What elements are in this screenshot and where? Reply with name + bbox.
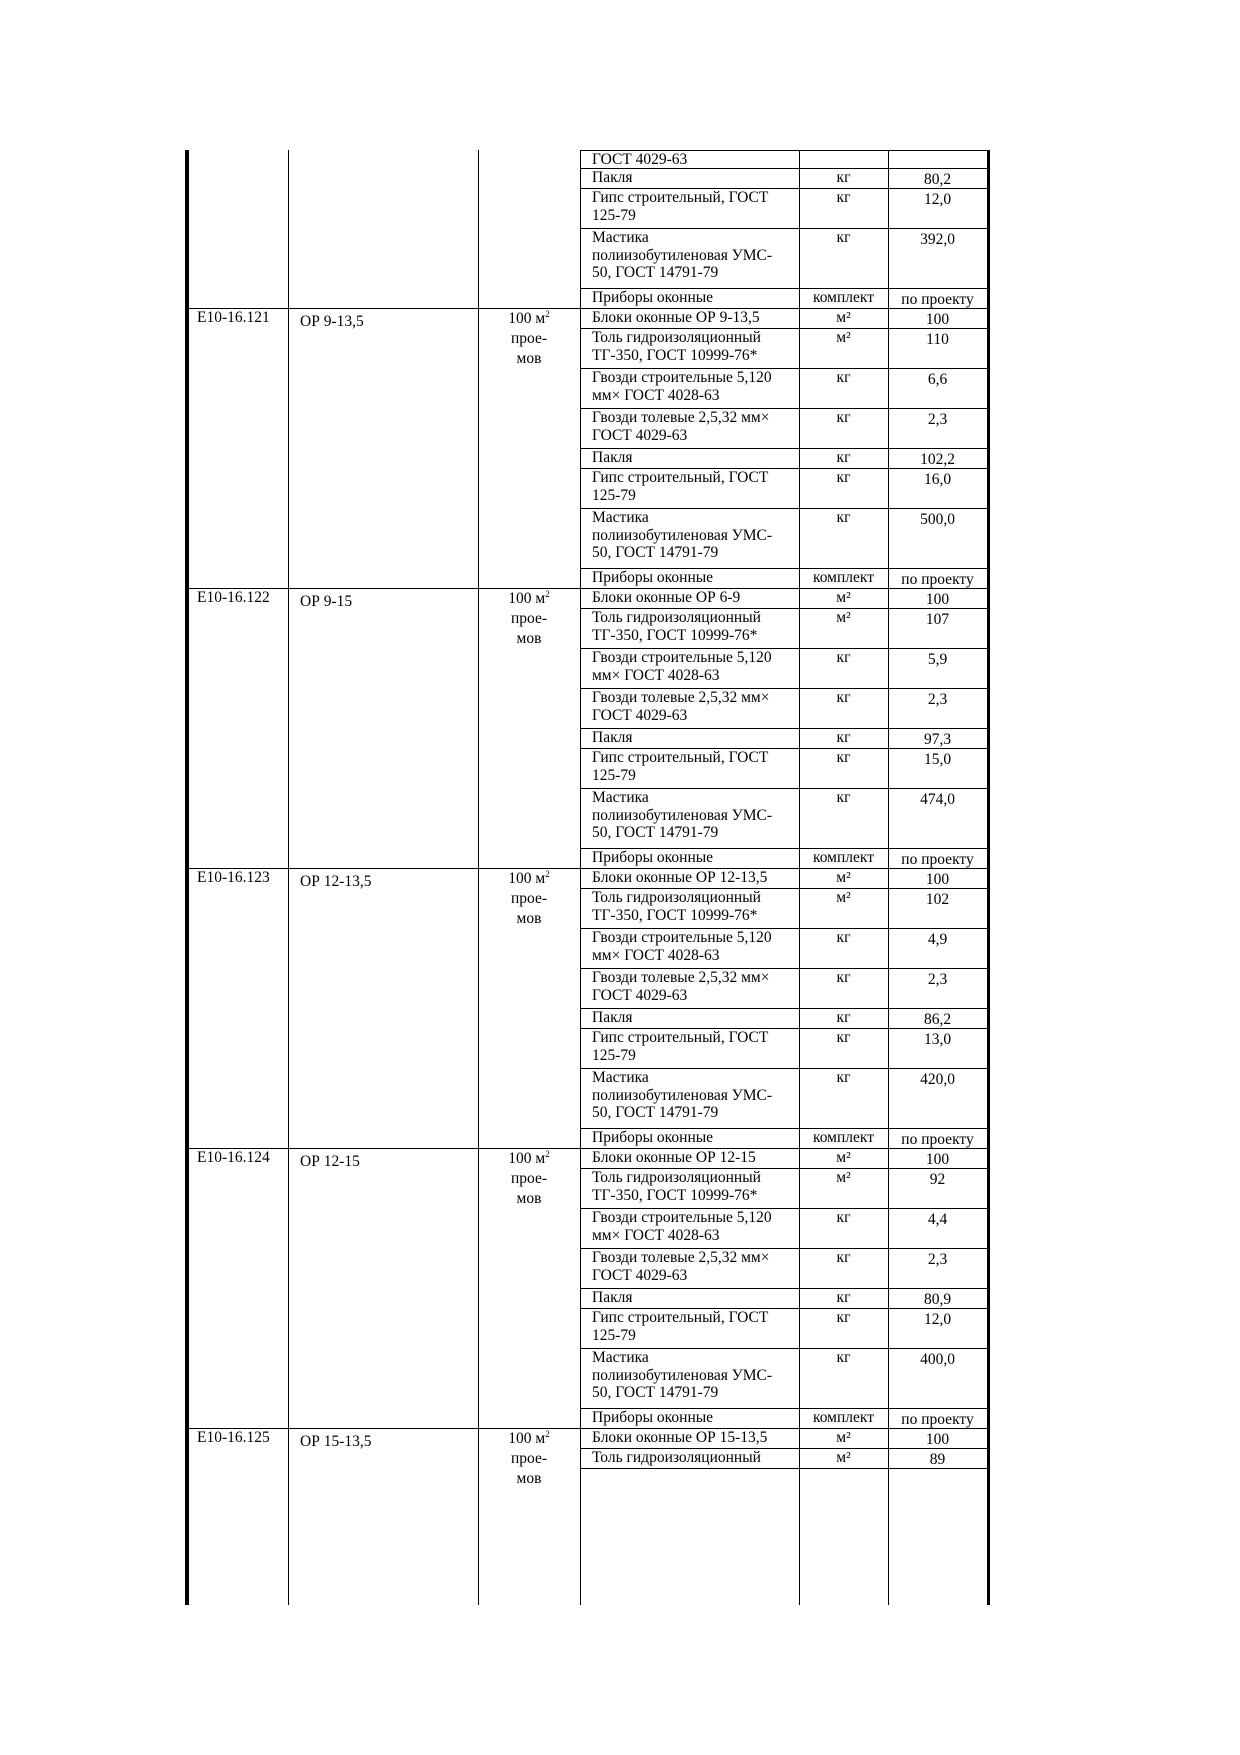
norm-unit-line1 (478, 309, 580, 329)
material-qty: 474,0 (920, 791, 955, 808)
material-qty: 2,3 (927, 691, 948, 708)
norm-unit-main: 100 м (508, 1430, 546, 1447)
norm-unit-main: 100 м (508, 590, 546, 607)
material-unit: комплект (812, 1129, 875, 1146)
norm-unit-sup: 2 (545, 868, 550, 879)
unit-base: м² (836, 1429, 851, 1446)
material-name: Мастика (592, 229, 649, 246)
material-name: Пакля (592, 1009, 633, 1026)
material-name: Гипс строительный, ГОСТ (592, 1029, 769, 1046)
norm-unit-line2: прое- (510, 610, 548, 627)
unit-base: м² (836, 869, 851, 886)
material-unit: кг (836, 649, 851, 666)
material-qty: 80,2 (923, 171, 952, 188)
material-unit (799, 869, 888, 888)
material-name: Приборы оконные (592, 1409, 714, 1426)
material-qty: 97,3 (923, 731, 952, 748)
material-unit: кг (836, 689, 851, 706)
material-qty: 4,4 (927, 1211, 948, 1228)
material-qty: 6,6 (927, 371, 948, 388)
norm-code: Е10-16.125 (197, 1429, 270, 1446)
norm-unit-line3: мов (516, 350, 542, 367)
material-unit: кг (836, 729, 851, 746)
norm-code: Е10-16.124 (197, 1149, 270, 1166)
material-qty: 5,9 (927, 651, 948, 668)
table-left-border (185, 150, 189, 1605)
material-qty: 2,3 (927, 1251, 948, 1268)
col-divider-code (288, 150, 289, 1605)
norms-table (185, 150, 1005, 1605)
norm-unit-line2: прое- (510, 890, 548, 907)
material-qty: 420,0 (920, 1071, 955, 1088)
material-name: Гипс строительный, ГОСТ (592, 189, 769, 206)
material-name: 125-79 (592, 766, 636, 784)
material-name: Гвозди толевые 2,5,32 мм× (592, 409, 770, 426)
table-right-border (987, 150, 990, 1605)
material-unit: кг (836, 509, 851, 526)
material-name: 50, ГОСТ 14791-79 (592, 1384, 719, 1401)
norm-title: ОР 12-15 (300, 1153, 360, 1170)
material-qty: 110 (926, 331, 949, 348)
material-name: Блоки оконные ОР 12-13,5 (592, 869, 768, 886)
norm-unit-main: 100 м (508, 870, 546, 887)
material-unit (799, 1169, 888, 1188)
material-qty: по проекту (901, 291, 974, 308)
norm-unit-sup: 2 (545, 308, 550, 319)
material-qty: 100 (925, 1431, 950, 1448)
material-qty: 2,3 (927, 411, 948, 428)
norm-title: ОР 15-13,5 (300, 1433, 372, 1450)
unit-base: м² (836, 609, 851, 626)
unit-base: м² (836, 1169, 851, 1186)
norm-unit-main: 100 м (508, 310, 546, 327)
material-name: ТГ-350, ГОСТ 10999-76* (592, 626, 758, 644)
material-unit: кг (836, 369, 851, 386)
material-name: Блоки оконные ОР 12-15 (592, 1149, 756, 1166)
material-qty: 100 (925, 871, 950, 888)
norm-unit-line2: прое- (510, 330, 548, 347)
material-unit (799, 1449, 888, 1468)
material-unit: кг (836, 1029, 851, 1046)
material-name: ГОСТ 4029-63 (592, 426, 688, 444)
norm-unit-main: 100 м (508, 1150, 546, 1167)
material-unit: комплект (812, 569, 875, 586)
norm-unit-sup: 2 (545, 1428, 550, 1439)
material-name: 125-79 (592, 1326, 636, 1344)
material-name: полиизобутиленовая УМС- (592, 1366, 772, 1384)
material-qty: 107 (925, 611, 950, 628)
material-name: ГОСТ 4029-63 (592, 1266, 688, 1284)
norm-unit-line1 (478, 1149, 580, 1169)
material-name: Гвозди толевые 2,5,32 мм× (592, 689, 770, 706)
material-qty: 100 (925, 1151, 950, 1168)
material-name: полиизобутиленовая УМС- (592, 526, 772, 544)
material-name: Мастика (592, 509, 649, 526)
material-name: Блоки оконные ОР 15-13,5 (592, 1429, 768, 1446)
material-unit: кг (836, 1209, 851, 1226)
material-qty: 2,3 (927, 971, 948, 988)
material-name: Мастика (592, 789, 649, 806)
material-name: Пакля (592, 729, 633, 746)
material-name: Приборы оконные (592, 289, 714, 306)
material-qty: 89 (929, 1451, 946, 1468)
material-name: Приборы оконные (592, 1129, 714, 1146)
norm-unit-line1 (478, 589, 580, 609)
material-unit (799, 589, 888, 608)
norm-unit-line3: мов (516, 1190, 542, 1207)
material-unit: комплект (812, 849, 875, 866)
material-name: Гвозди строительные 5,120 (592, 649, 772, 666)
norm-unit-sup: 2 (545, 1148, 550, 1159)
material-unit (799, 309, 888, 328)
material-unit: кг (836, 409, 851, 426)
material-name: ГОСТ 4029-63 (592, 706, 688, 724)
material-name: 50, ГОСТ 14791-79 (592, 1104, 719, 1121)
material-qty: 15,0 (923, 751, 952, 768)
unit-base: м² (836, 889, 851, 906)
material-qty: 102 (925, 891, 950, 908)
material-unit (799, 329, 888, 348)
material-name: Толь гидроизоляционный (592, 889, 761, 906)
material-name: Пакля (592, 1289, 633, 1306)
material-name: Гипс строительный, ГОСТ (592, 1309, 769, 1326)
material-unit: кг (836, 169, 851, 186)
unit-base: м² (836, 329, 851, 346)
material-name: полиизобутиленовая УМС- (592, 1086, 772, 1104)
material-qty: по проекту (901, 1411, 974, 1428)
material-unit: кг (836, 789, 851, 806)
material-name: Гипс строительный, ГОСТ (592, 469, 769, 486)
material-name: мм× ГОСТ 4028-63 (592, 386, 720, 404)
norm-unit-line3: мов (516, 910, 542, 927)
material-name: Приборы оконные (592, 569, 714, 586)
material-qty: 16,0 (923, 471, 952, 488)
material-name: Гвозди толевые 2,5,32 мм× (592, 969, 770, 986)
material-name: 50, ГОСТ 14791-79 (592, 824, 719, 841)
material-unit: кг (836, 1249, 851, 1266)
material-name: Толь гидроизоляционный (592, 1169, 761, 1186)
norm-unit (478, 869, 580, 929)
material-qty: 392,0 (920, 231, 955, 248)
norm-unit (478, 1149, 580, 1209)
norm-title: ОР 12-13,5 (300, 873, 372, 890)
material-qty: 500,0 (920, 511, 955, 528)
material-qty: 80,9 (923, 1291, 952, 1308)
norm-unit (478, 309, 580, 369)
material-name: 50, ГОСТ 14791-79 (592, 544, 719, 561)
material-name: 125-79 (592, 486, 636, 504)
material-unit: кг (836, 1289, 851, 1306)
material-qty: 12,0 (923, 1311, 952, 1328)
material-name: 125-79 (592, 1046, 636, 1064)
material-unit: комплект (812, 289, 875, 306)
material-unit: кг (836, 1349, 851, 1366)
material-qty: 102,2 (920, 451, 955, 468)
norm-code: Е10-16.121 (197, 309, 270, 326)
material-unit: кг (836, 449, 851, 466)
material-name: мм× ГОСТ 4028-63 (592, 666, 720, 684)
material-unit: кг (836, 1309, 851, 1326)
material-name: Пакля (592, 169, 633, 186)
norm-title: ОР 9-15 (300, 593, 353, 610)
material-name: полиизобутиленовая УМС- (592, 246, 772, 264)
row-line (580, 1468, 987, 1469)
material-name: 50, ГОСТ 14791-79 (592, 264, 719, 281)
material-qty: 12,0 (923, 191, 952, 208)
material-unit (799, 889, 888, 908)
material-unit: кг (836, 189, 851, 206)
material-qty: 4,9 (927, 931, 948, 948)
norm-unit-line3: мов (516, 1470, 542, 1487)
material-name: Блоки оконные ОР 6-9 (592, 589, 741, 606)
material-name: Толь гидроизоляционный (592, 609, 761, 626)
norm-unit-line3: мов (516, 630, 542, 647)
norm-code: Е10-16.122 (197, 589, 270, 606)
material-name: Гвозди строительные 5,120 (592, 369, 772, 386)
material-qty: по проекту (901, 851, 974, 868)
material-name: Гвозди толевые 2,5,32 мм× (592, 1249, 770, 1266)
norm-unit (478, 589, 580, 649)
unit-base: м² (836, 1449, 851, 1466)
material-name: Приборы оконные (592, 849, 714, 866)
norm-title: ОР 9-13,5 (300, 313, 364, 330)
material-unit: кг (836, 929, 851, 946)
material-name: 125-79 (592, 206, 636, 224)
material-qty: по проекту (901, 571, 974, 588)
material-unit: кг (836, 229, 851, 246)
material-unit: кг (836, 1009, 851, 1026)
material-name: ТГ-350, ГОСТ 10999-76* (592, 346, 758, 364)
material-name: ГОСТ 4029-63 (592, 151, 688, 168)
material-name: Гипс строительный, ГОСТ (592, 749, 769, 766)
norm-unit-line1 (478, 1429, 580, 1449)
material-qty: 100 (925, 591, 950, 608)
material-unit (799, 1149, 888, 1168)
unit-base: м² (836, 589, 851, 606)
unit-base: м² (836, 309, 851, 326)
norm-code: Е10-16.123 (197, 869, 270, 886)
material-unit: кг (836, 969, 851, 986)
material-unit: кг (836, 749, 851, 766)
material-name: Толь гидроизоляционный (592, 329, 761, 346)
material-qty: 86,2 (923, 1011, 952, 1028)
norm-unit (478, 1429, 580, 1489)
norm-unit-sup: 2 (545, 588, 550, 599)
material-name: ГОСТ 4029-63 (592, 986, 688, 1004)
material-unit (799, 609, 888, 628)
material-name: Мастика (592, 1349, 649, 1366)
material-name: Пакля (592, 449, 633, 466)
norm-unit-line1 (478, 869, 580, 889)
unit-base: м² (836, 1149, 851, 1166)
material-unit: комплект (812, 1409, 875, 1426)
material-name: Толь гидроизоляционный (592, 1449, 761, 1466)
material-qty: 400,0 (920, 1351, 955, 1368)
norm-unit-line2: прое- (510, 1450, 548, 1467)
norm-unit-line2: прое- (510, 1170, 548, 1187)
material-name: Гвозди строительные 5,120 (592, 929, 772, 946)
material-unit: кг (836, 469, 851, 486)
material-name: мм× ГОСТ 4028-63 (592, 1226, 720, 1244)
material-name: мм× ГОСТ 4028-63 (592, 946, 720, 964)
material-qty: 100 (925, 311, 950, 328)
material-name: ТГ-350, ГОСТ 10999-76* (592, 1186, 758, 1204)
material-name: Мастика (592, 1069, 649, 1086)
material-unit: кг (836, 1069, 851, 1086)
material-qty: 13,0 (923, 1031, 952, 1048)
material-name: Гвозди строительные 5,120 (592, 1209, 772, 1226)
material-qty: 92 (929, 1171, 946, 1188)
material-qty: по проекту (901, 1131, 974, 1148)
material-name: Блоки оконные ОР 9-13,5 (592, 309, 760, 326)
material-unit (799, 1429, 888, 1448)
material-name: полиизобутиленовая УМС- (592, 806, 772, 824)
material-name: ТГ-350, ГОСТ 10999-76* (592, 906, 758, 924)
